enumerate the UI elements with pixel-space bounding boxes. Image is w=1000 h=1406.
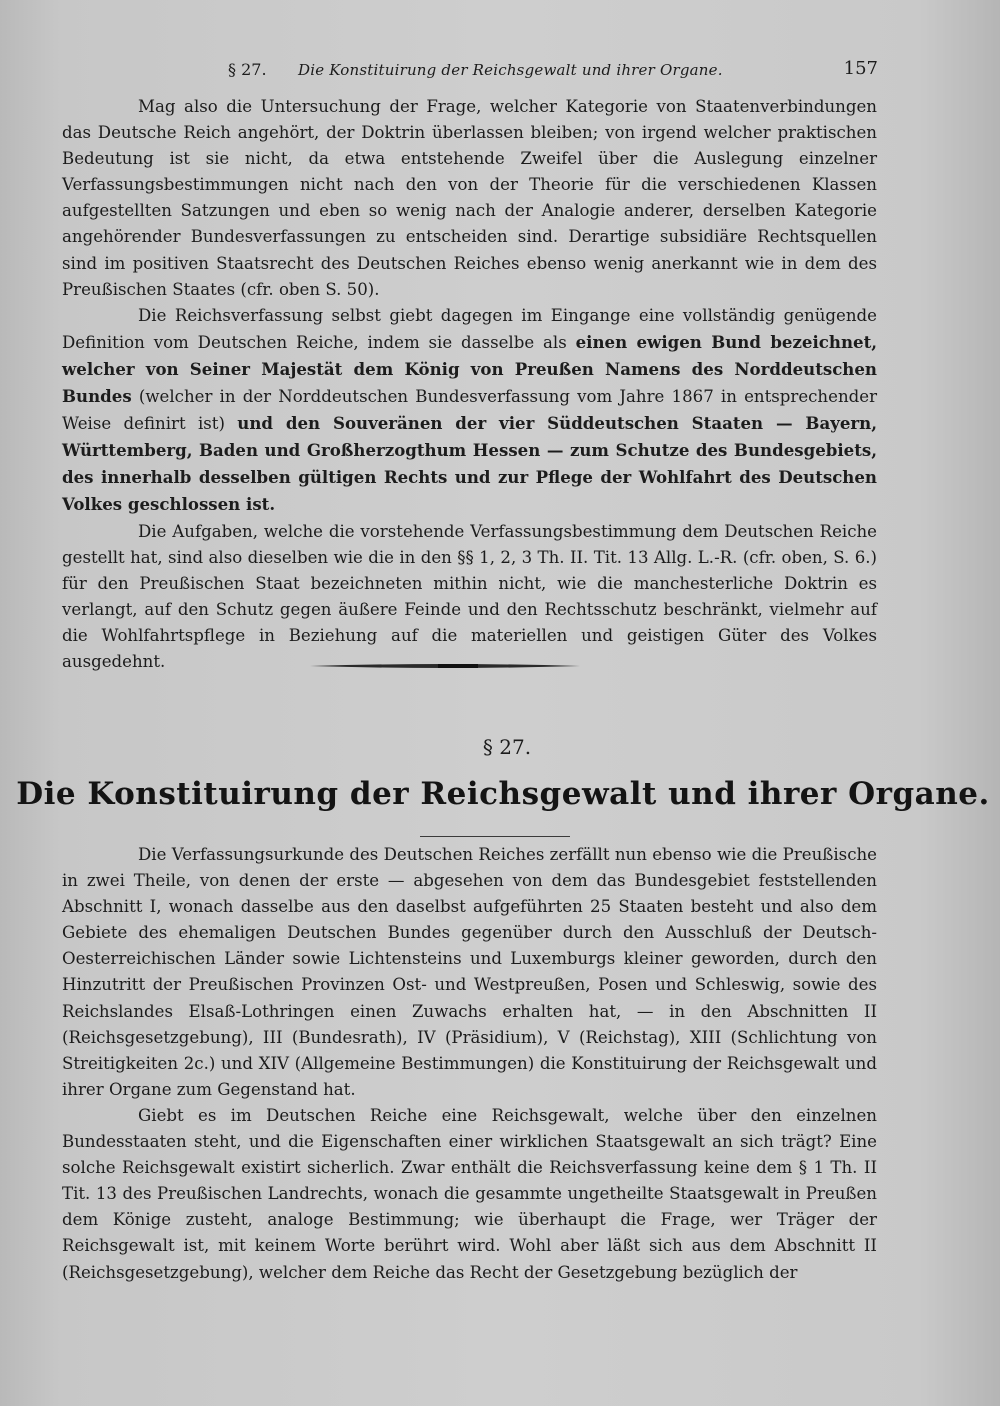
emphasized-text: einen ewigen Bund bezeichnet, welcher von Seiner Majestät dem König von Preußen Namens des Norddeutschen Bundes <box>62 331 878 407</box>
paragraph: Giebt es im Deutschen Reiche eine Reichsgewalt, welche über den einzelnen Bundesstaaten steht, und die Eigenschaften einer wirklichen Staatsgewalt an sich trägt? Eine solche Reichsgewalt existirt sicherlich. Zwar enthält die Reichsverfassung keine dem § 1 Th. II Tit. 13 des Preußischen Landrechts, wonach die gesammte ungetheilte Staatsgewalt in Preußen dem Könige zusteht, analoge Bestimmung; wie überhaupt die Frage, wer Träger der Reichsgewalt ist, mit keinem Worte berührt wird. Wohl aber läßt sich aus dem Abschnitt II (Reichsgesetzgebung), welcher dem Reiche das Recht der Gesetzgebung bezüglich der <box>62 1105 877 1282</box>
text-run: (welcher in der Norddeutschen Bundesverfassung vom Jahre 1867 in entsprechender Weise definirt ist) <box>62 387 877 434</box>
section-number: § 27. <box>482 735 532 759</box>
paragraph-definition <box>62 303 877 519</box>
section-title: Die Konstituirung der Reichsgewalt und ihrer Organe. <box>16 776 990 812</box>
emphasized-text: und den Souveränen der vier Süddeutschen Staaten — Bayern, Württemberg, Baden und Großherzogthum Hessen — zum Schutze des Bundesgebiets, des innerhalb desselben gültigen Rechts und zur Pflege der Wohlfahrt des Deutschen Volkes geschlossen ist. <box>62 413 877 515</box>
header-section-number: § 27. <box>228 60 267 79</box>
paragraph: Die Aufgaben, welche die vorstehende Verfassungsbestimmung dem Deutschen Reiche gestellt hat, sind also dieselben wie die in den §§ 1, 2, 3 Th. II. Tit. 13 Allg. L.-R. (cfr. oben, S. 6.) für den Preußischen Staat bezeichneten mithin nicht, wie die manchesterliche Doktrin es verlangt, auf den Schutz gegen äußere Feinde und den Rechtsschutz beschränkt, vielmehr auf die Wohlfahrtspflege in Beziehung auf die materiellen und geistigen Güter des Volkes ausgedehnt. <box>62 521 877 671</box>
paragraph: Mag also die Untersuchung der Frage, welcher Kategorie von Staatenverbindungen das Deutsche Reich angehört, der Doktrin überlassen bleiben; von irgend welcher praktischen Bedeutung ist sie nicht, da etwa entstehende Zweifel über die Auslegung einzelner Verfassungsbestimmungen nicht nach den von der Theorie für die verschiedenen Klassen aufgestellten Satzungen und eben so wenig nach der Analogie anderer, derselben Kategorie angehörender Bundesverfassungen zu entscheiden sind. Derartige subsidiäre Rechtsquellen sind im positiven Staatsrecht des Deutschen Reiches ebenso wenig anerkannt wie in dem des Preußischen Staates (cfr. oben S. 50). <box>62 97 877 299</box>
header-chapter-title: Die Konstituirung der Reichsgewalt und ihrer Organe. <box>298 61 723 79</box>
ornamental-divider <box>310 659 580 673</box>
title-underline-rule <box>420 836 570 837</box>
text-block-section-27 <box>62 842 877 1286</box>
paragraph: Die Verfassungsurkunde des Deutschen Reiches zerfällt nun ebenso wie die Preußische in zwei Theile, von denen der erste — abgesehen von dem das Bundesgebiet feststellenden Abschnitt I, wonach dasselbe aus den daselbst aufgeführten 25 Staaten besteht und also dem Gebiete des ehemaligen Deutschen Bundes gegenüber durch den Ausschluß der Deutsch-Oesterreichischen Länder sowie Lichtensteins und Luxemburgs kleiner geworden, durch den Hinzutritt der Preußischen Provinzen Ost- und Westpreußen, Posen und Schleswig, sowie des Reichslandes Elsaß-Lothringen einen Zuwachs erhalten hat, — in den Abschnitten II (Reichsgesetzgebung), III (Bundesrath), IV (Präsidium), V (Reichstag), XIII (Schlichtung von Streitigkeiten 2c.) und XIV (Allgemeine Bestimmungen) die Konstituirung der Reichsgewalt und ihrer Organe zum Gegenstand hat. <box>62 845 877 1099</box>
page-number: 157 <box>843 58 878 79</box>
running-header <box>228 58 878 82</box>
text-block-previous-section <box>62 94 877 675</box>
text-run: Die Reichsverfassung selbst giebt dagegen im Eingange eine vollständig genügende Definition vom Deutschen Reiche, indem sie dasselbe als <box>62 305 877 352</box>
